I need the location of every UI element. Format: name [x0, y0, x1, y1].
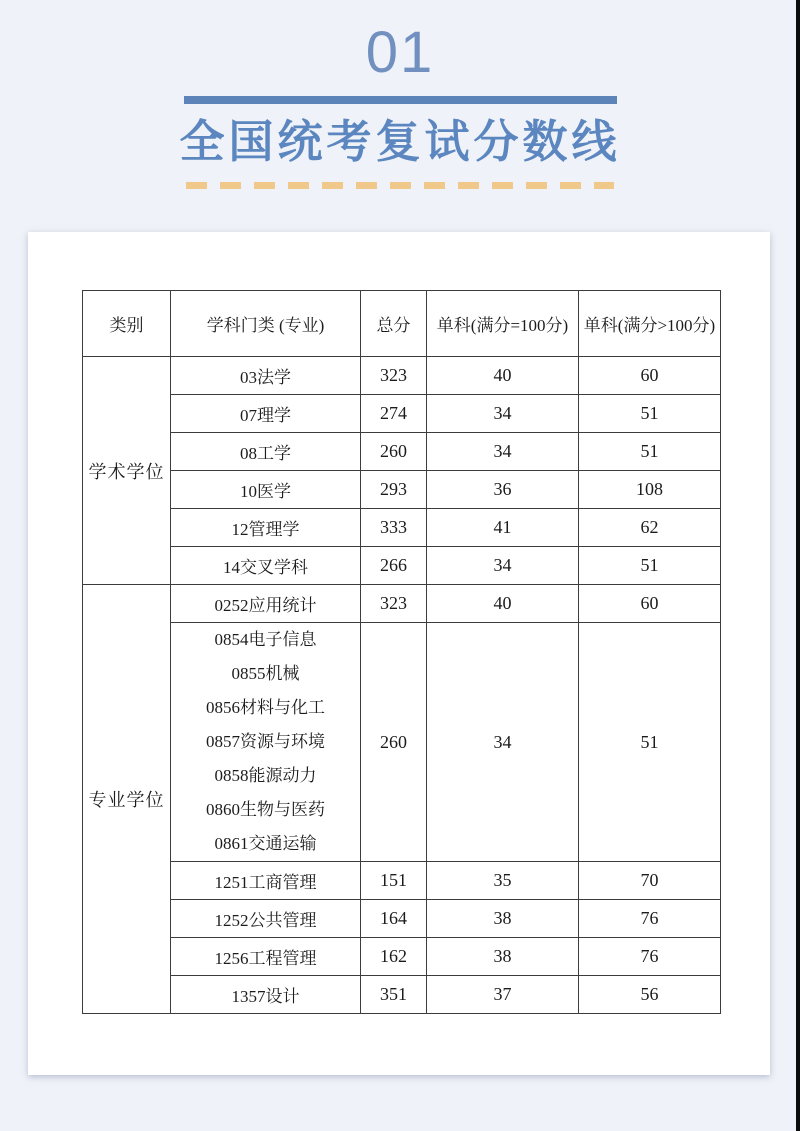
table-row [83, 509, 721, 547]
single-gt100-cell: 76 [579, 900, 721, 938]
col-header-single-gt100: 单科(满分>100分) [579, 291, 721, 357]
table-row [83, 471, 721, 509]
single-gt100-cell: 56 [579, 976, 721, 1014]
total-cell: 333 [361, 509, 427, 547]
content-card [28, 232, 770, 1075]
single-gt100-cell: 108 [579, 471, 721, 509]
subject-line: 0854电子信息 [214, 630, 317, 649]
subject-line: 0861交通运输 [214, 834, 317, 853]
col-header-single-eq100: 单科(满分=100分) [427, 291, 579, 357]
subject-cell: 07理学 [171, 395, 361, 433]
subject-cell: 03法学 [171, 357, 361, 395]
table-row [83, 433, 721, 471]
total-cell: 260 [361, 433, 427, 471]
total-cell: 162 [361, 938, 427, 976]
table-row [83, 976, 721, 1014]
total-cell: 351 [361, 976, 427, 1014]
subject-line: 0860生物与医药 [206, 800, 325, 819]
total-cell: 293 [361, 471, 427, 509]
single-gt100-cell: 60 [579, 585, 721, 623]
total-cell: 323 [361, 357, 427, 395]
subject-cell: 08工学 [171, 433, 361, 471]
subject-cell: 1357设计 [171, 976, 361, 1014]
subject-cell: 12管理学 [171, 509, 361, 547]
single-gt100-cell: 51 [579, 623, 721, 862]
total-cell: 323 [361, 585, 427, 623]
table-row [83, 395, 721, 433]
col-header-category: 类别 [83, 291, 171, 357]
total-cell: 164 [361, 900, 427, 938]
table-row [83, 938, 721, 976]
table-row [83, 585, 721, 623]
category-cell-academic: 学术学位 [83, 357, 171, 585]
single-eq100-cell: 34 [427, 547, 579, 585]
subject-cell: 0252应用统计 [171, 585, 361, 623]
single-eq100-cell: 38 [427, 900, 579, 938]
header [0, 0, 800, 189]
single-eq100-cell: 40 [427, 585, 579, 623]
section-number: 01 [365, 20, 435, 85]
scores-table [82, 290, 721, 1014]
table-row [83, 862, 721, 900]
single-gt100-cell: 60 [579, 357, 721, 395]
table-row [83, 900, 721, 938]
subject-cell: 1251工商管理 [171, 862, 361, 900]
single-gt100-cell: 51 [579, 395, 721, 433]
page-title: 全国统考复试分数线 [179, 116, 621, 167]
single-eq100-cell: 41 [427, 509, 579, 547]
single-eq100-cell: 34 [427, 395, 579, 433]
total-cell: 260 [361, 623, 427, 862]
table-header-row [83, 291, 721, 357]
single-gt100-cell: 51 [579, 547, 721, 585]
table-row [83, 547, 721, 585]
dashed-rule [186, 182, 614, 189]
table-row-merged-subjects [83, 623, 721, 862]
col-header-subject: 学科门类 (专业) [171, 291, 361, 357]
total-cell: 266 [361, 547, 427, 585]
single-eq100-cell: 38 [427, 938, 579, 976]
total-cell: 274 [361, 395, 427, 433]
subject-line: 0857资源与环境 [206, 732, 325, 751]
title-rule [184, 96, 617, 104]
single-gt100-cell: 76 [579, 938, 721, 976]
subject-cell: 10医学 [171, 471, 361, 509]
single-eq100-cell: 40 [427, 357, 579, 395]
subject-cell: 1256工程管理 [171, 938, 361, 976]
subject-line: 0855机械 [231, 664, 300, 683]
subject-cell: 1252公共管理 [171, 900, 361, 938]
total-cell: 151 [361, 862, 427, 900]
single-eq100-cell: 34 [427, 433, 579, 471]
category-cell-professional: 专业学位 [83, 585, 171, 1014]
subject-cell: 14交叉学科 [171, 547, 361, 585]
single-eq100-cell: 37 [427, 976, 579, 1014]
single-gt100-cell: 70 [579, 862, 721, 900]
single-gt100-cell: 51 [579, 433, 721, 471]
single-eq100-cell: 36 [427, 471, 579, 509]
subject-line: 0858能源动力 [214, 766, 317, 785]
subject-line: 0856材料与化工 [206, 698, 325, 717]
single-gt100-cell: 62 [579, 509, 721, 547]
table-row [83, 357, 721, 395]
single-eq100-cell: 35 [427, 862, 579, 900]
right-edge-bar [796, 0, 800, 1131]
subject-cell-multi [171, 623, 361, 862]
col-header-total: 总分 [361, 291, 427, 357]
single-eq100-cell: 34 [427, 623, 579, 862]
